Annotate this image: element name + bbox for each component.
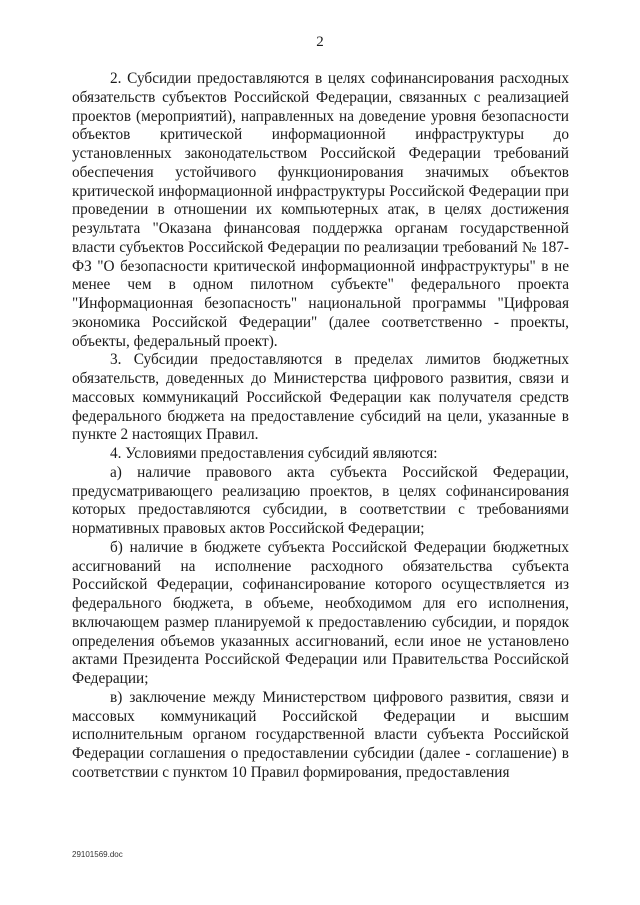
page-number: 2 [316,34,324,50]
paragraph-4b: б) наличие в бюджете субъекта Российской Федерации бюджетных ассигнований на исполнение расходного обязательства субъекта Российской Федерации, софинансирование которого осуществляется из федерального бюджета, в объеме, необходимом для его исполнения, включающем размер планируемой к предоставлению субсидии, и порядок определения объемов указанных ассигнований, если иное не установлено актами Президента Российской Федерации или Правительства Российской Федерации; [72,538,569,687]
paragraph-4: 4. Условиями предоставления субсидий являются: [110,445,438,462]
document-body [72,70,569,783]
paragraph-4a: а) наличие правового акта субъекта Российской Федерации, предусматривающего реализацию проектов, в целях софинансирования которых предоставляются субсидии, в соответствии с требованиями нормативных правовых актов Российской Федерации; [72,463,569,537]
paragraph-2: 2. Субсидии предоставляются в целях софинансирования расходных обязательств субъектов Российской Федерации, связанных с реализацией проектов (мероприятий), направленных на доведение уровня безопасности объектов критической информационной инфраструктуры до установленных законодательством Российской Федерации требований обеспечения устойчивого функционирования значимых объектов критической информационной инфраструктуры Российской Федерации при проведении в отношении их компьютерных атак, в целях достижения результата "Оказана финансовая поддержка органам государственной власти субъектов Российской Федерации по реализации требований № 187-ФЗ "О безопасности критической информационной инфраструктуры" в не менее чем в одном пилотном субъекте" федерального проекта "Информационная безопасность" национальной программы "Цифровая экономика Российской Федерации" (далее соответственно - проекты, объекты, федеральный проект). [72,70,569,350]
paragraph-3: 3. Субсидии предоставляются в пределах лимитов бюджетных обязательств, доведенных до Министерства цифрового развития, связи и массовых коммуникаций Российской Федерации как получателя средств федерального бюджета на предоставление субсидий на цели, указанные в пункте 2 настоящих Правил. [72,351,569,444]
footer-filename: 29101569.doc [72,850,123,859]
paragraph-4v: в) заключение между Министерством цифрового развития, связи и массовых коммуникаций Российской Федерации и высшим исполнительным органом государственной власти субъекта Российской Федерации соглашения о предоставлении субсидии (далее - соглашение) в соответствии с пунктом 10 Правил формирования, предоставления [72,688,569,781]
